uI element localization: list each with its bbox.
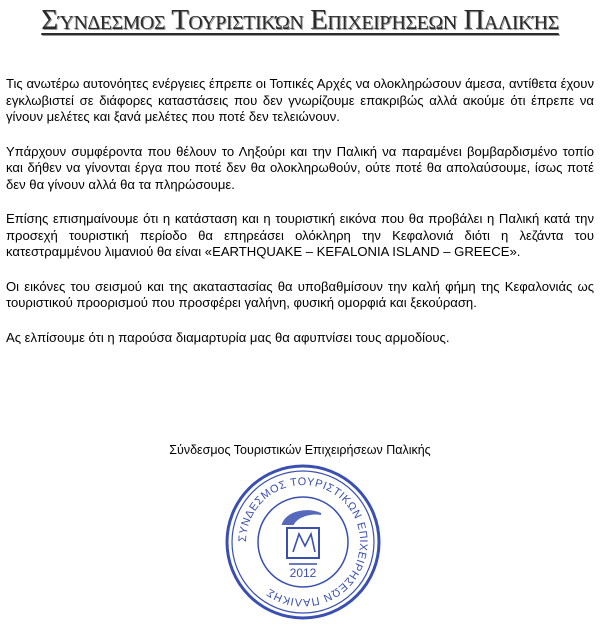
paragraph-2: Υπάρχουν συμφέροντα που θέλουν το Ληξούρι και την Παλική να παραμένει βομβαρδισμένο τοπίο και δήθεν να γίνονται έργα που ποτέ δεν θα ολοκληρωθούν, ούτε ποτέ θα απολαύσουμε, ίσως ποτέ δεν θα γίνουν αλλά θα τα πληρώσουμε. xyxy=(6,143,594,192)
signature-line: Σύνδεσμος Τουριστικών Επιχειρήσεων Παλικής xyxy=(169,443,431,457)
seal-emblem xyxy=(283,511,321,564)
association-seal xyxy=(223,462,383,622)
paragraph-3: Επίσης επισημαίνουμε ότι η κατάσταση και η τουριστική εικόνα που θα προβάλει η Παλική κατά την προσεχή τουριστική περίοδο θα επηρεάσει ολόκληρη την Κεφαλονιά διότι η λεζάντα του κατεστραμμένου λιμανιού θα είναι «EARTHQUAKE – KEFALONIA ISLAND – GREECE». xyxy=(6,211,594,259)
document-title: Σύνδεσμος Τουριστικών Επιχειρήσεων Παλικής xyxy=(41,4,559,36)
paragraph-1: Τις ανωτέρω αυτονόητες ενέργειες έπρεπε οι Τοπικές Αρχές να ολοκληρώσουν άμεσα, αντίθετα έχουν εγκλωβιστεί σε διάφορες καταστάσεις που δεν γνωρίζουμε επακριβώς αλλά ακούμε ότι έπρεπε να γίνουν μελέτες και ξανά μελέτες που ποτέ δεν τελειώνουν. xyxy=(6,76,594,124)
paragraph-4: Οι εικόνες του σεισμού και της ακαταστασίας θα υποβαθμίσουν την καλή φήμη της Κεφαλονιάς ως τουριστικού προορισμού που προσφέρει γαλήνη, φυσική ομορφιά και ξεκούραση. xyxy=(6,278,594,310)
paragraph-5: Ας ελπίσουμε ότι η παρούσα διαμαρτυρία μας θα αφυπνίσει τους αρμοδίους. xyxy=(6,329,450,345)
seal-ring-text: ΣΥΝΔΕΣΜΟΣ ΤΟΥΡΙΣΤΙΚΩΝ ΕΠΙΧΕΙΡΗΣΕΩΝ ΠΑΛΙΚΗΣ xyxy=(236,475,370,609)
letter-body xyxy=(6,76,594,364)
seal-year: 2012 xyxy=(289,566,317,580)
